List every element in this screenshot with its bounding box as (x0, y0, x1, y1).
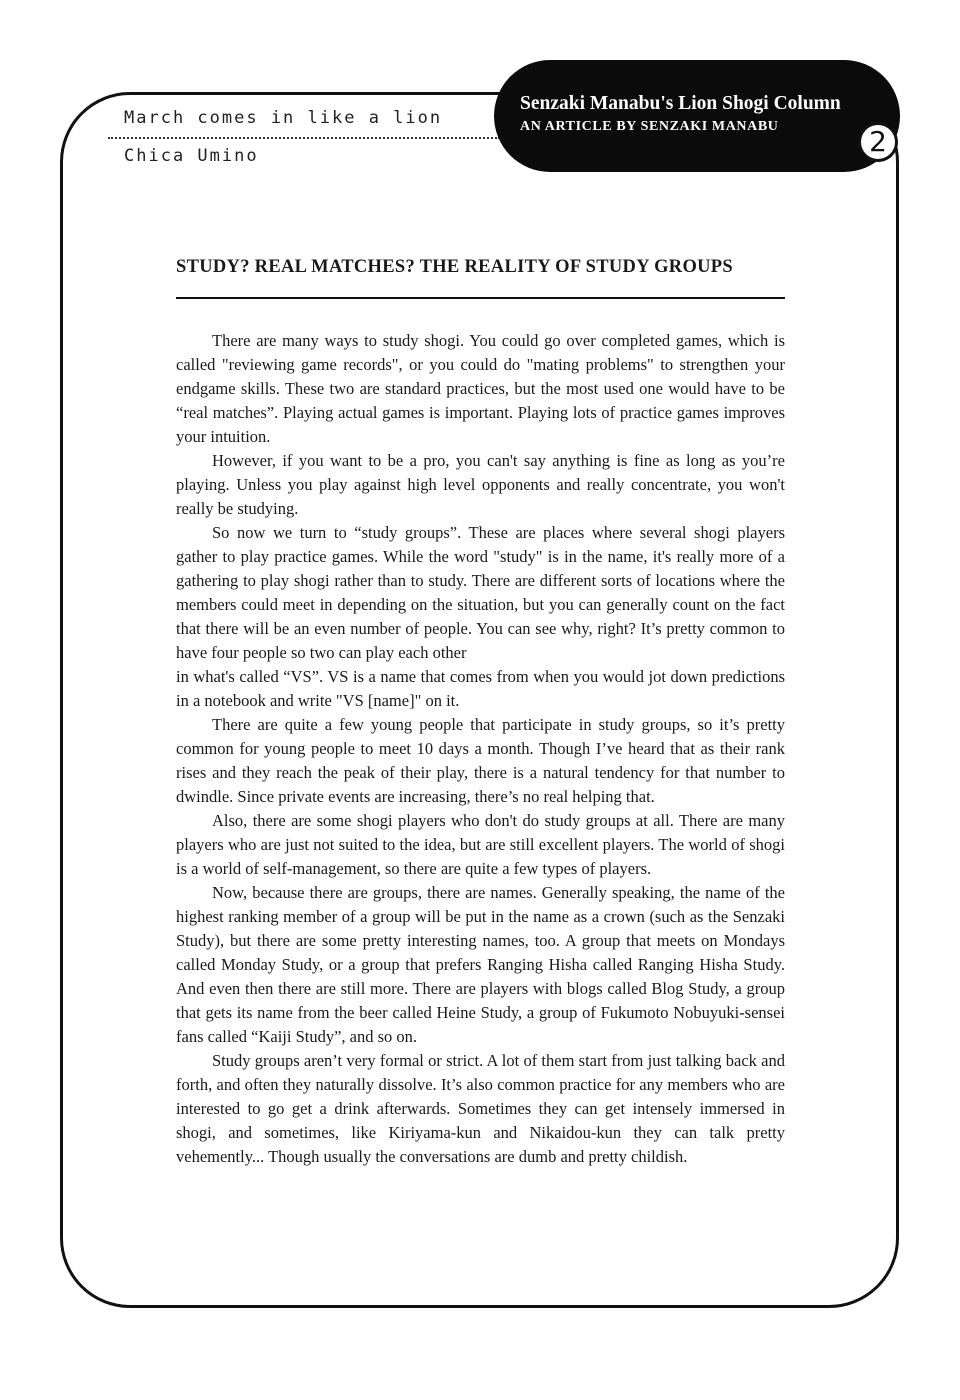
paragraph: So now we turn to “study groups”. These are places where several shogi players gather to play practice games. While the word "study" is in the name, it's really more of a gathering to play shogi rather than to study. There are different sorts of locations where the members could meet in depending on the situation, but you can generally count on the fact that there will be an even number of people. You can see why, right? It’s pretty common to have four people so two can play each other (176, 523, 785, 662)
issue-number-badge: 2 (858, 122, 898, 162)
article-body (176, 329, 785, 1169)
dotted-divider (108, 137, 500, 139)
heading-rule (176, 297, 785, 299)
paragraph: There are quite a few young people that participate in study groups, so it’s pretty common for young people to meet 10 days a month. Though I’ve heard that as their rank rises and they reach the peak of their play, there is a natural tendency for that number to dwindle. Since private events are increasing, there’s no real helping that. (176, 715, 785, 806)
series-title: March comes in like a lion (124, 108, 443, 128)
column-subtitle: AN ARTICLE BY SENZAKI MANABU (520, 119, 779, 134)
paragraph: Also, there are some shogi players who don't do study groups at all. There are many players who are just not suited to the idea, but are still excellent players. The world of shogi is a world of self-management, so there are quite a few types of players. (176, 811, 785, 878)
paragraph: Now, because there are groups, there are names. Generally speaking, the name of the highest ranking member of a group will be put in the name as a crown (such as the Senzaki Study), but there are some pretty interesting names, too. A group that meets on Mondays called Monday Study, or a group that prefers Ranging Hisha called Ranging Hisha Study. And even then there are still more. There are players with blogs called Blog Study, a group that gets its name from the beer called Heine Study, a group of Fukumoto Nobuyuki-sensei fans called “Kaiji Study”, and so on. (176, 883, 785, 1046)
paragraph: in what's called “VS”. VS is a name that comes from when you would jot down predictions in a notebook and write "VS [name]" on it. (176, 667, 785, 710)
paragraph: However, if you want to be a pro, you can't say anything is fine as long as you’re playing. Unless you play against high level opponents and really concentrate, you won't really be studying. (176, 451, 785, 518)
article-heading: STUDY? REAL MATCHES? THE REALITY OF STUDY GROUPS (176, 257, 733, 277)
column-title: Senzaki Manabu's Lion Shogi Column (520, 93, 841, 114)
author-name: Chica Umino (124, 146, 259, 166)
paragraph: There are many ways to study shogi. You could go over completed games, which is called "reviewing game records", or you could do "mating problems" to strengthen your endgame skills. These two are standard practices, but the most used one would have to be “real matches”. Playing actual games is important. Playing lots of practice games improves your intuition. (176, 331, 785, 446)
column-badge (494, 60, 900, 172)
paragraph: Study groups aren’t very formal or strict. A lot of them start from just talking back and forth, and often they naturally dissolve. It’s also common practice for any members who are interested to go get a drink afterwards. Sometimes they can get intensely immersed in shogi, and sometimes, like Kiriyama-kun and Nikaidou-kun they can talk pretty vehemently... Though usually the conversations are dumb and pretty childish. (176, 1051, 785, 1166)
